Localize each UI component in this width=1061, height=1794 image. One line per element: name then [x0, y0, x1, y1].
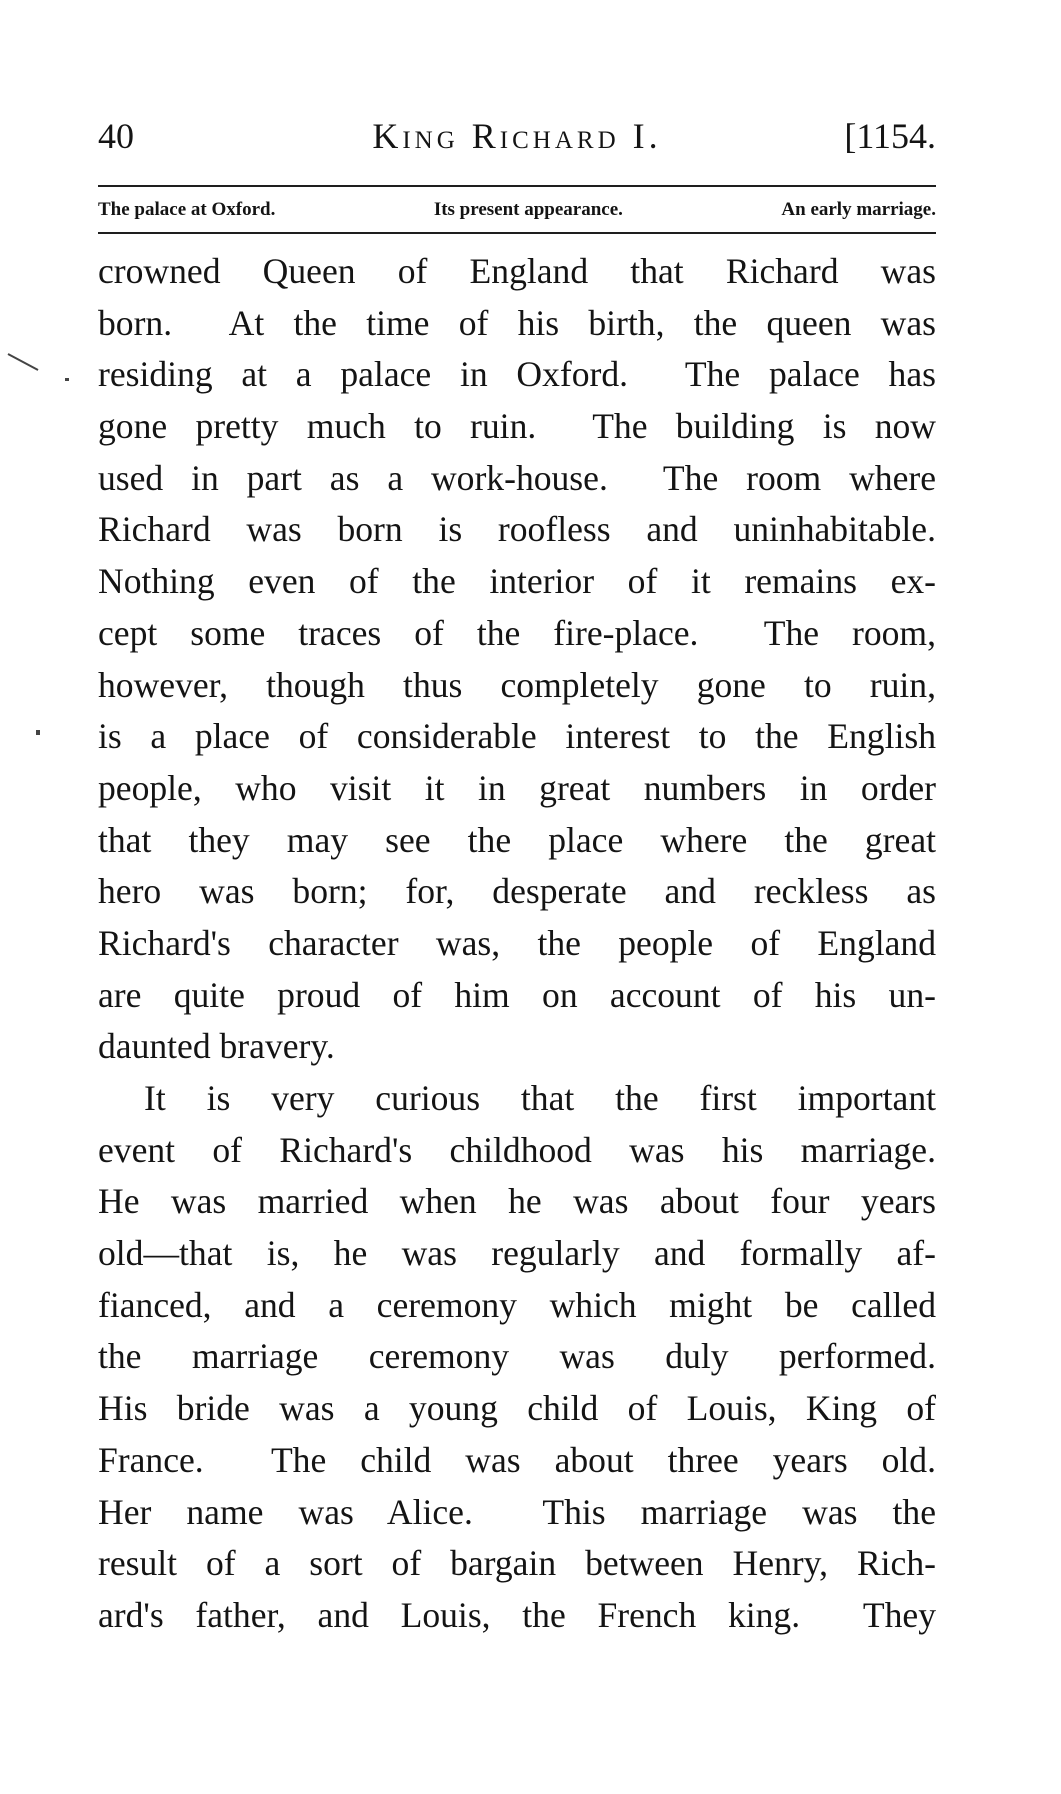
text-line: Richard was born is roofless and uninhabitable. [98, 509, 936, 550]
text-line: the marriage ceremony was duly performed. [98, 1336, 936, 1377]
margin-pencil-mark [8, 353, 39, 371]
text-line: Her name was Alice. This marriage was the [98, 1491, 936, 1532]
header-rule-bottom [98, 232, 936, 234]
text-line: crowned Queen of England that Richard was [98, 251, 936, 291]
text-line: gone pretty much to ruin. The building is now [98, 406, 936, 447]
text-line: daunted bravery. [98, 1026, 335, 1067]
text-line: hero was born; for, desperate and reckless as [98, 871, 936, 912]
subhead-palace: The palace at Oxford. [98, 199, 276, 220]
text-line: that they may see the place where the great [98, 819, 936, 860]
year-marker: [1154. [844, 116, 936, 156]
text-line: is a place of considerable interest to the English [98, 716, 936, 757]
text-line: Nothing even of the interior of it remains ex- [98, 561, 936, 602]
subhead-appearance: Its present appearance. [433, 199, 623, 220]
text-line: residing at a palace in Oxford. The palace has [98, 354, 936, 395]
running-title: King Richard I. [372, 116, 662, 156]
text-line: born. At the time of his birth, the queen was [98, 302, 936, 343]
text-line: His bride was a young child of Louis, King of [98, 1388, 936, 1429]
text-line: ard's father, and Louis, the French king. They [98, 1594, 936, 1635]
text-line: are quite proud of him on account of his un- [98, 974, 936, 1015]
text-line: He was married when he was about four years [98, 1181, 936, 1222]
text-line: old—that is, he was regularly and formally af- [98, 1233, 936, 1274]
page-number: 40 [98, 116, 134, 156]
text-line: fianced, and a ceremony which might be called [98, 1284, 936, 1325]
margin-speck [36, 730, 40, 735]
paragraph [98, 246, 936, 1073]
text-line: event of Richard's childhood was his marriage. [98, 1129, 936, 1170]
subhead-marriage: An early marriage. [781, 199, 936, 220]
text-line: result of a sort of bargain between Henry, Rich- [98, 1543, 936, 1584]
section-subheads [98, 193, 936, 227]
text-line: It is very curious that the first important [144, 1078, 936, 1118]
running-head [98, 112, 936, 160]
text-line: France. The child was about three years old. [98, 1439, 936, 1480]
text-line: used in part as a work-house. The room where [98, 457, 936, 498]
body-text [98, 246, 936, 1642]
header-rule-top [98, 185, 936, 187]
margin-speck [65, 378, 69, 381]
text-line: people, who visit it in great numbers in order [98, 767, 936, 808]
text-line: cept some traces of the fire-place. The room, [98, 612, 936, 653]
paragraph [98, 1073, 936, 1642]
text-line: Richard's character was, the people of England [98, 922, 936, 963]
text-line: however, though thus completely gone to ruin, [98, 664, 936, 705]
